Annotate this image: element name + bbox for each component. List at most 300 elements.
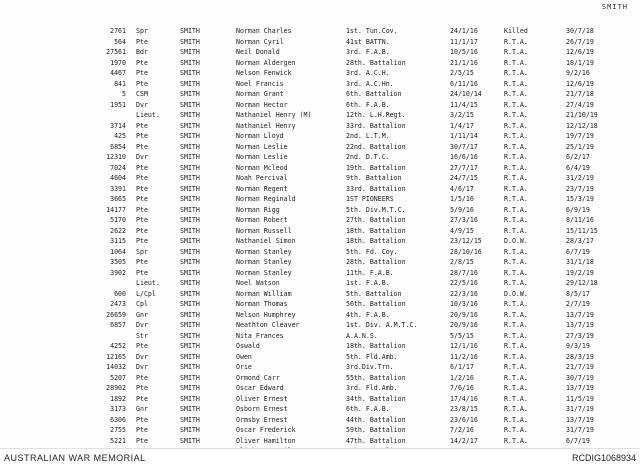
cell-enlistment-date: 27/3/16 [450,216,478,224]
cell-fate: R.T.A. [504,394,528,403]
cell-fate-date: 6/2/17 [566,153,590,161]
cell-enlistment-date: 27/7/17 [450,163,478,172]
cell-enlistment-date: 17/4/16 [450,394,478,403]
cell-service-number: 2755 [110,426,126,434]
cell-surname: SMITH [180,27,200,35]
cell-fate-date: 9/3/19 [566,342,590,350]
cell-surname: SMITH [180,163,200,172]
cell-surname: SMITH [180,205,200,214]
table-row [0,100,640,111]
cell-enlistment-date: 28/7/16 [450,268,478,277]
cell-rank: Dvr [136,100,148,109]
cell-fate: R.T.A. [504,415,528,424]
cell-enlistment-date: 2/8/15 [450,258,474,266]
cell-enlistment-date: 22/3/16 [450,289,478,298]
cell-enlistment-date: 21/1/16 [450,58,478,67]
cell-enlistment-date: 23/12/15 [450,237,482,245]
cell-fate: R.T.A. [504,37,528,46]
table-row [0,173,640,184]
cell-service-number: 5221 [110,436,126,445]
cell-surname: SMITH [180,226,200,235]
cell-fate: R.T.A. [504,405,528,413]
cell-given-names: Norman Mcleod [236,163,288,172]
cell-surname: SMITH [180,258,200,266]
cell-unit: 5th. Battalion [346,289,402,298]
cell-enlistment-date: 24/7/15 [450,174,478,182]
table-row [0,37,640,48]
cell-unit: 18th. Battalion [346,226,406,235]
cell-given-names: Osborn Ernest [236,405,288,413]
cell-fate-date: 23/7/19 [566,184,594,193]
table-row [0,247,640,258]
cell-fate-date: 30/7/18 [566,27,594,35]
cell-enlistment-date: 24/1/16 [450,27,478,35]
cell-unit: 41st BATTN. [346,37,390,46]
table-row [0,331,640,342]
cell-unit: 33rd. Battalion [346,184,406,193]
cell-surname: SMITH [180,90,200,98]
cell-enlistment-date: 1/5/16 [450,195,474,203]
cell-service-number: 14032 [106,363,126,371]
cell-fate: D.O.W. [504,237,528,245]
cell-rank: Cpl [136,300,148,308]
table-row [0,278,640,289]
cell-fate-date: 6/7/19 [566,436,590,445]
cell-service-number: 425 [114,132,126,140]
cell-fate-date: 19/2/19 [566,268,594,277]
table-row [0,89,640,100]
cell-surname: SMITH [180,363,200,371]
cell-unit: 2nd. L.T.M. [346,132,390,140]
cell-fate: R.T.A. [504,216,528,224]
table-row [0,236,640,247]
cell-service-number: 3714 [110,121,126,130]
cell-fate-date: 8/11/16 [566,216,594,224]
cell-fate-date: 28/3/17 [566,237,594,245]
cell-given-names: Noah Percival [236,174,288,182]
cell-rank: Pte [136,37,148,46]
cell-rank: Pte [136,373,148,382]
cell-surname: SMITH [180,174,200,182]
cell-rank: Str [136,331,148,340]
table-row [0,163,640,174]
cell-surname: SMITH [180,373,200,382]
cell-unit: 4th. F.A.B. [346,310,390,319]
cell-rank: Pte [136,163,148,172]
cell-service-number: 7024 [110,163,126,172]
cell-fate: R.T.A. [504,90,528,98]
cell-surname: SMITH [180,289,200,298]
cell-given-names: Norman William [236,289,292,298]
cell-rank: L/Cpl [136,289,156,298]
cell-service-number: 1951 [110,100,126,109]
table-row [0,362,640,373]
cell-fate: Killed [504,27,528,35]
cell-enlistment-date: 23/6/16 [450,415,478,424]
table-row [0,205,640,216]
cell-surname: SMITH [180,37,200,46]
cell-rank: Pte [136,394,148,403]
cell-given-names: Norman Stanley [236,268,292,277]
cell-fate-date: 9/2/16 [566,69,590,77]
cell-surname: SMITH [180,268,200,277]
cell-fate-date: 12/12/18 [566,121,598,130]
cell-service-number: 4467 [110,69,126,77]
cell-fate: R.T.A. [504,321,528,329]
cell-enlistment-date: 11/1/17 [450,37,478,46]
table-row [0,404,640,415]
cell-given-names: Ormond Carr [236,373,280,382]
cell-service-number: 4252 [110,342,126,350]
cell-unit: 55th. Battalion [346,373,406,382]
cell-rank: Gnr [136,405,148,413]
cell-service-number: 1892 [110,394,126,403]
cell-rank: Pte [136,121,148,130]
cell-unit: 1ST PIONEERS [346,195,394,203]
table-row [0,184,640,195]
cell-surname: SMITH [180,100,200,109]
cell-given-names: Norman Leslie [236,153,288,161]
cell-fate: R.T.A. [504,300,528,308]
table-row [0,310,640,321]
cell-fate: R.T.A. [504,132,528,140]
cell-surname: SMITH [180,195,200,203]
cell-surname: SMITH [180,426,200,434]
cell-enlistment-date: 10/5/16 [450,48,478,56]
cell-fate: R.T.A. [504,48,528,56]
cell-fate-date: 2/7/19 [566,300,590,308]
cell-rank: Pte [136,132,148,140]
cell-fate-date: 6/9/19 [566,205,590,214]
cell-fate-date: 11/5/19 [566,394,594,403]
cell-fate: R.T.A. [504,310,528,319]
cell-given-names: Owen [236,352,252,361]
cell-fate-date: 15/3/19 [566,195,594,203]
cell-fate-date: 21/7/19 [566,363,594,371]
table-row [0,194,640,205]
cell-enlistment-date: 3/2/15 [450,111,474,119]
cell-given-names: Nelson Humphrey [236,310,296,319]
cell-unit: 3rd.Div.Trn. [346,363,394,371]
cell-unit: 6th. F.A.B. [346,100,390,109]
cell-unit: 5th. Div.M.T.C. [346,205,406,214]
cell-unit: 47th. Battalion [346,436,406,445]
cell-given-names: Oliver Hamilton [236,436,296,445]
cell-rank: Pte [136,69,148,77]
cell-fate: R.T.A. [504,79,528,88]
cell-rank: Pte [136,268,148,277]
cell-rank: Pte [136,426,148,434]
cell-fate-date: 13/7/19 [566,321,594,329]
cell-rank: Gnr [136,310,148,319]
cell-unit: 1st. Tun.Cov. [346,27,398,35]
cell-rank: Pte [136,174,148,182]
cell-given-names: Ormsby Ernest [236,415,288,424]
cell-enlistment-date: 22/5/16 [450,279,478,287]
cell-service-number: 5 [122,90,126,98]
table-row [0,215,640,226]
cell-given-names: Nathaniel Henry (M) [236,111,312,119]
cell-fate: R.T.A. [504,384,528,392]
cell-rank: Pte [136,216,148,224]
cell-enlistment-date: 11/2/16 [450,352,478,361]
cell-fate: R.T.A. [504,58,528,67]
cell-service-number: 600 [114,289,126,298]
cell-rank: Spr [136,247,148,256]
cell-service-number: 6857 [110,321,126,329]
cell-surname: SMITH [180,342,200,350]
cell-fate: R.T.A. [504,195,528,203]
cell-rank: Pte [136,436,148,445]
cell-given-names: Norman Grant [236,90,284,98]
cell-unit: 6th. F.A.B. [346,405,390,413]
cell-enlistment-date: 23/8/15 [450,405,478,413]
cell-given-names: Oliver Ernest [236,394,288,403]
table-row [0,26,640,37]
table-row [0,436,640,447]
cell-fate-date: 31/7/19 [566,426,594,434]
cell-rank: Pte [136,205,148,214]
cell-surname: SMITH [180,321,200,329]
cell-fate-date: 18/1/19 [566,58,594,67]
cell-given-names: Oscar Edward [236,384,284,392]
cell-fate: R.T.A. [504,268,528,277]
cell-service-number: 3902 [110,268,126,277]
cell-given-names: Orie [236,363,252,371]
cell-given-names: Oscar Frederick [236,426,296,434]
cell-surname: SMITH [180,310,200,319]
cell-surname: SMITH [180,69,200,77]
cell-rank: Lieut. [136,279,160,287]
cell-rank: Lieut. [136,111,160,119]
cell-service-number: 564 [114,37,126,46]
cell-service-number: 12310 [106,153,126,161]
cell-rank: Dvr [136,363,148,371]
cell-fate-date: 12/6/19 [566,48,594,56]
cell-fate: R.T.A. [504,69,528,77]
table-row [0,352,640,363]
cell-service-number: 12165 [106,352,126,361]
table-row [0,320,640,331]
table-row [0,415,640,426]
cell-fate: R.T.A. [504,184,528,193]
cell-fate: R.T.A. [504,279,528,287]
table-row [0,383,640,394]
cell-unit: 5th. Fld.Amb. [346,352,398,361]
cell-unit: 34th. Battalion [346,394,406,403]
cell-unit: 3rd. A.C.Hn. [346,79,394,88]
cell-unit: 19th. Battalion [346,163,406,172]
cell-surname: SMITH [180,153,200,161]
cell-given-names: Norman Regent [236,184,288,193]
footer-bar [0,448,640,467]
cell-rank: Pte [136,258,148,266]
cell-given-names: Norman Stanley [236,247,292,256]
cell-fate-date: 25/1/19 [566,142,594,151]
cell-fate: R.T.A. [504,258,528,266]
cell-enlistment-date: 6/11/16 [450,79,478,88]
cell-given-names: Norman Russell [236,226,292,235]
footer-institution: AUSTRALIAN WAR MEMORIAL [4,453,146,463]
cell-service-number: 14177 [106,205,126,214]
cell-enlistment-date: 12/1/16 [450,342,478,350]
cell-rank: Pte [136,195,148,203]
cell-given-names: Norman Stanley [236,258,292,266]
cell-service-number: 1064 [110,247,126,256]
cell-fate-date: 8/5/17 [566,289,590,298]
table-row [0,289,640,300]
table-row [0,68,640,79]
cell-unit: 12th. L.H.Regt. [346,111,406,119]
cell-enlistment-date: 1/4/17 [450,121,474,130]
cell-surname: SMITH [180,58,200,67]
cell-unit: 6th. Battalion [346,90,402,98]
cell-rank: Pte [136,226,148,235]
cell-service-number: 841 [114,79,126,88]
nominal-roll-table [0,26,640,457]
cell-unit: 27th. Battalion [346,216,406,224]
table-row [0,394,640,405]
cell-enlistment-date: 11/4/15 [450,100,478,109]
cell-unit: 3rd. F.A.B. [346,48,390,56]
cell-enlistment-date: 1/2/16 [450,373,474,382]
cell-enlistment-date: 7/6/16 [450,384,474,392]
cell-fate: R.T.A. [504,174,528,182]
cell-unit: 1st. Div. A.M.T.C. [346,321,418,329]
cell-surname: SMITH [180,436,200,445]
cell-rank: Pte [136,142,148,151]
cell-fate: R.T.A. [504,163,528,172]
cell-given-names: Neil Donald [236,48,280,56]
cell-given-names: Norman Cyril [236,37,284,46]
cell-enlistment-date: 14/2/17 [450,436,478,445]
cell-fate-date: 12/6/19 [566,79,594,88]
cell-fate: R.T.A. [504,121,528,130]
cell-rank: Pte [136,384,148,392]
cell-surname: SMITH [180,331,200,340]
cell-given-names: Norman Robert [236,216,288,224]
cell-rank: Dvr [136,352,148,361]
table-row [0,226,640,237]
cell-rank: Pte [136,79,148,88]
cell-enlistment-date: 28/10/16 [450,247,482,256]
cell-fate: R.T.A. [504,111,528,119]
table-row [0,121,640,132]
cell-given-names: Nathaniel Simon [236,237,296,245]
footer-record-id: RCDIG1068934 [571,453,636,463]
table-row [0,47,640,58]
cell-surname: SMITH [180,247,200,256]
cell-service-number: 28902 [106,384,126,392]
table-row [0,299,640,310]
cell-rank: Pte [136,415,148,424]
table-row [0,341,640,352]
cell-fate-date: 21/7/18 [566,90,594,98]
cell-unit: 18th. Battalion [346,342,406,350]
cell-surname: SMITH [180,415,200,424]
cell-fate-date: 31/2/19 [566,174,594,182]
cell-service-number: 26659 [106,310,126,319]
cell-service-number: 3505 [110,258,126,266]
cell-unit: 22nd. Battalion [346,142,406,151]
cell-given-names: Norman Leslie [236,142,288,151]
cell-fate-date: 13/7/19 [566,384,594,392]
cell-fate-date: 27/4/19 [566,100,594,109]
cell-surname: SMITH [180,394,200,403]
cell-fate-date: 26/7/19 [566,37,594,46]
cell-service-number: 2761 [110,27,126,35]
cell-unit: 11th. F.A.B. [346,268,394,277]
cell-unit: A.A.N.S. [346,331,378,340]
cell-fate: R.T.A. [504,363,528,371]
cell-service-number: 5170 [110,216,126,224]
cell-enlistment-date: 5/5/15 [450,331,474,340]
cell-given-names: Norman Lloyd [236,132,284,140]
cell-fate: R.T.A. [504,352,528,361]
cell-given-names: Noel Francis [236,79,284,88]
cell-given-names: Nelson Fenwick [236,69,292,77]
cell-rank: Dvr [136,153,148,161]
cell-unit: 18th. Battalion [346,237,406,245]
cell-surname: SMITH [180,48,200,56]
table-row [0,425,640,436]
cell-rank: Dvr [136,321,148,329]
cell-service-number: 2622 [110,226,126,235]
cell-rank: CSM [136,90,148,98]
cell-given-names: Norman Reginald [236,195,296,203]
cell-fate: R.T.A. [504,226,528,235]
cell-fate-date: 31/7/19 [566,405,594,413]
cell-unit: 9th. Battalion [346,174,402,182]
cell-enlistment-date: 6/1/17 [450,363,474,371]
cell-given-names: Nita Frances [236,331,284,340]
table-row [0,58,640,69]
cell-enlistment-date: 5/9/16 [450,205,474,214]
cell-fate: R.T.A. [504,436,528,445]
cell-unit: 59th. Battalion [346,426,406,434]
cell-fate: R.T.A. [504,342,528,350]
cell-enlistment-date: 1/11/14 [450,132,478,140]
cell-enlistment-date: 4/6/17 [450,184,474,193]
cell-surname: SMITH [180,79,200,88]
cell-given-names: Norman Aldergen [236,58,296,67]
cell-service-number: 3173 [110,405,126,413]
cell-rank: Pte [136,237,148,245]
cell-unit: 3rd. A.C.H. [346,69,390,77]
cell-service-number: 3115 [110,237,126,245]
cell-given-names: Norman Charles [236,27,292,35]
cell-rank: Pte [136,342,148,350]
cell-rank: Bdr [136,48,148,56]
cell-given-names: Norman Rigg [236,205,280,214]
cell-fate: R.T.A. [504,153,528,161]
cell-surname: SMITH [180,142,200,151]
cell-surname: SMITH [180,111,200,119]
cell-service-number: 4604 [110,174,126,182]
page-header-surname: SMITH [601,3,628,11]
cell-enlistment-date: 20/9/16 [450,321,478,329]
cell-enlistment-date: 24/10/14 [450,90,482,98]
cell-surname: SMITH [180,300,200,308]
table-row [0,268,640,279]
cell-service-number: 3665 [110,195,126,203]
table-row [0,79,640,90]
cell-unit: 44th. Battalion [346,415,406,424]
cell-service-number: 2473 [110,300,126,308]
table-row [0,257,640,268]
cell-fate-date: 31/1/18 [566,258,594,266]
table-row [0,152,640,163]
